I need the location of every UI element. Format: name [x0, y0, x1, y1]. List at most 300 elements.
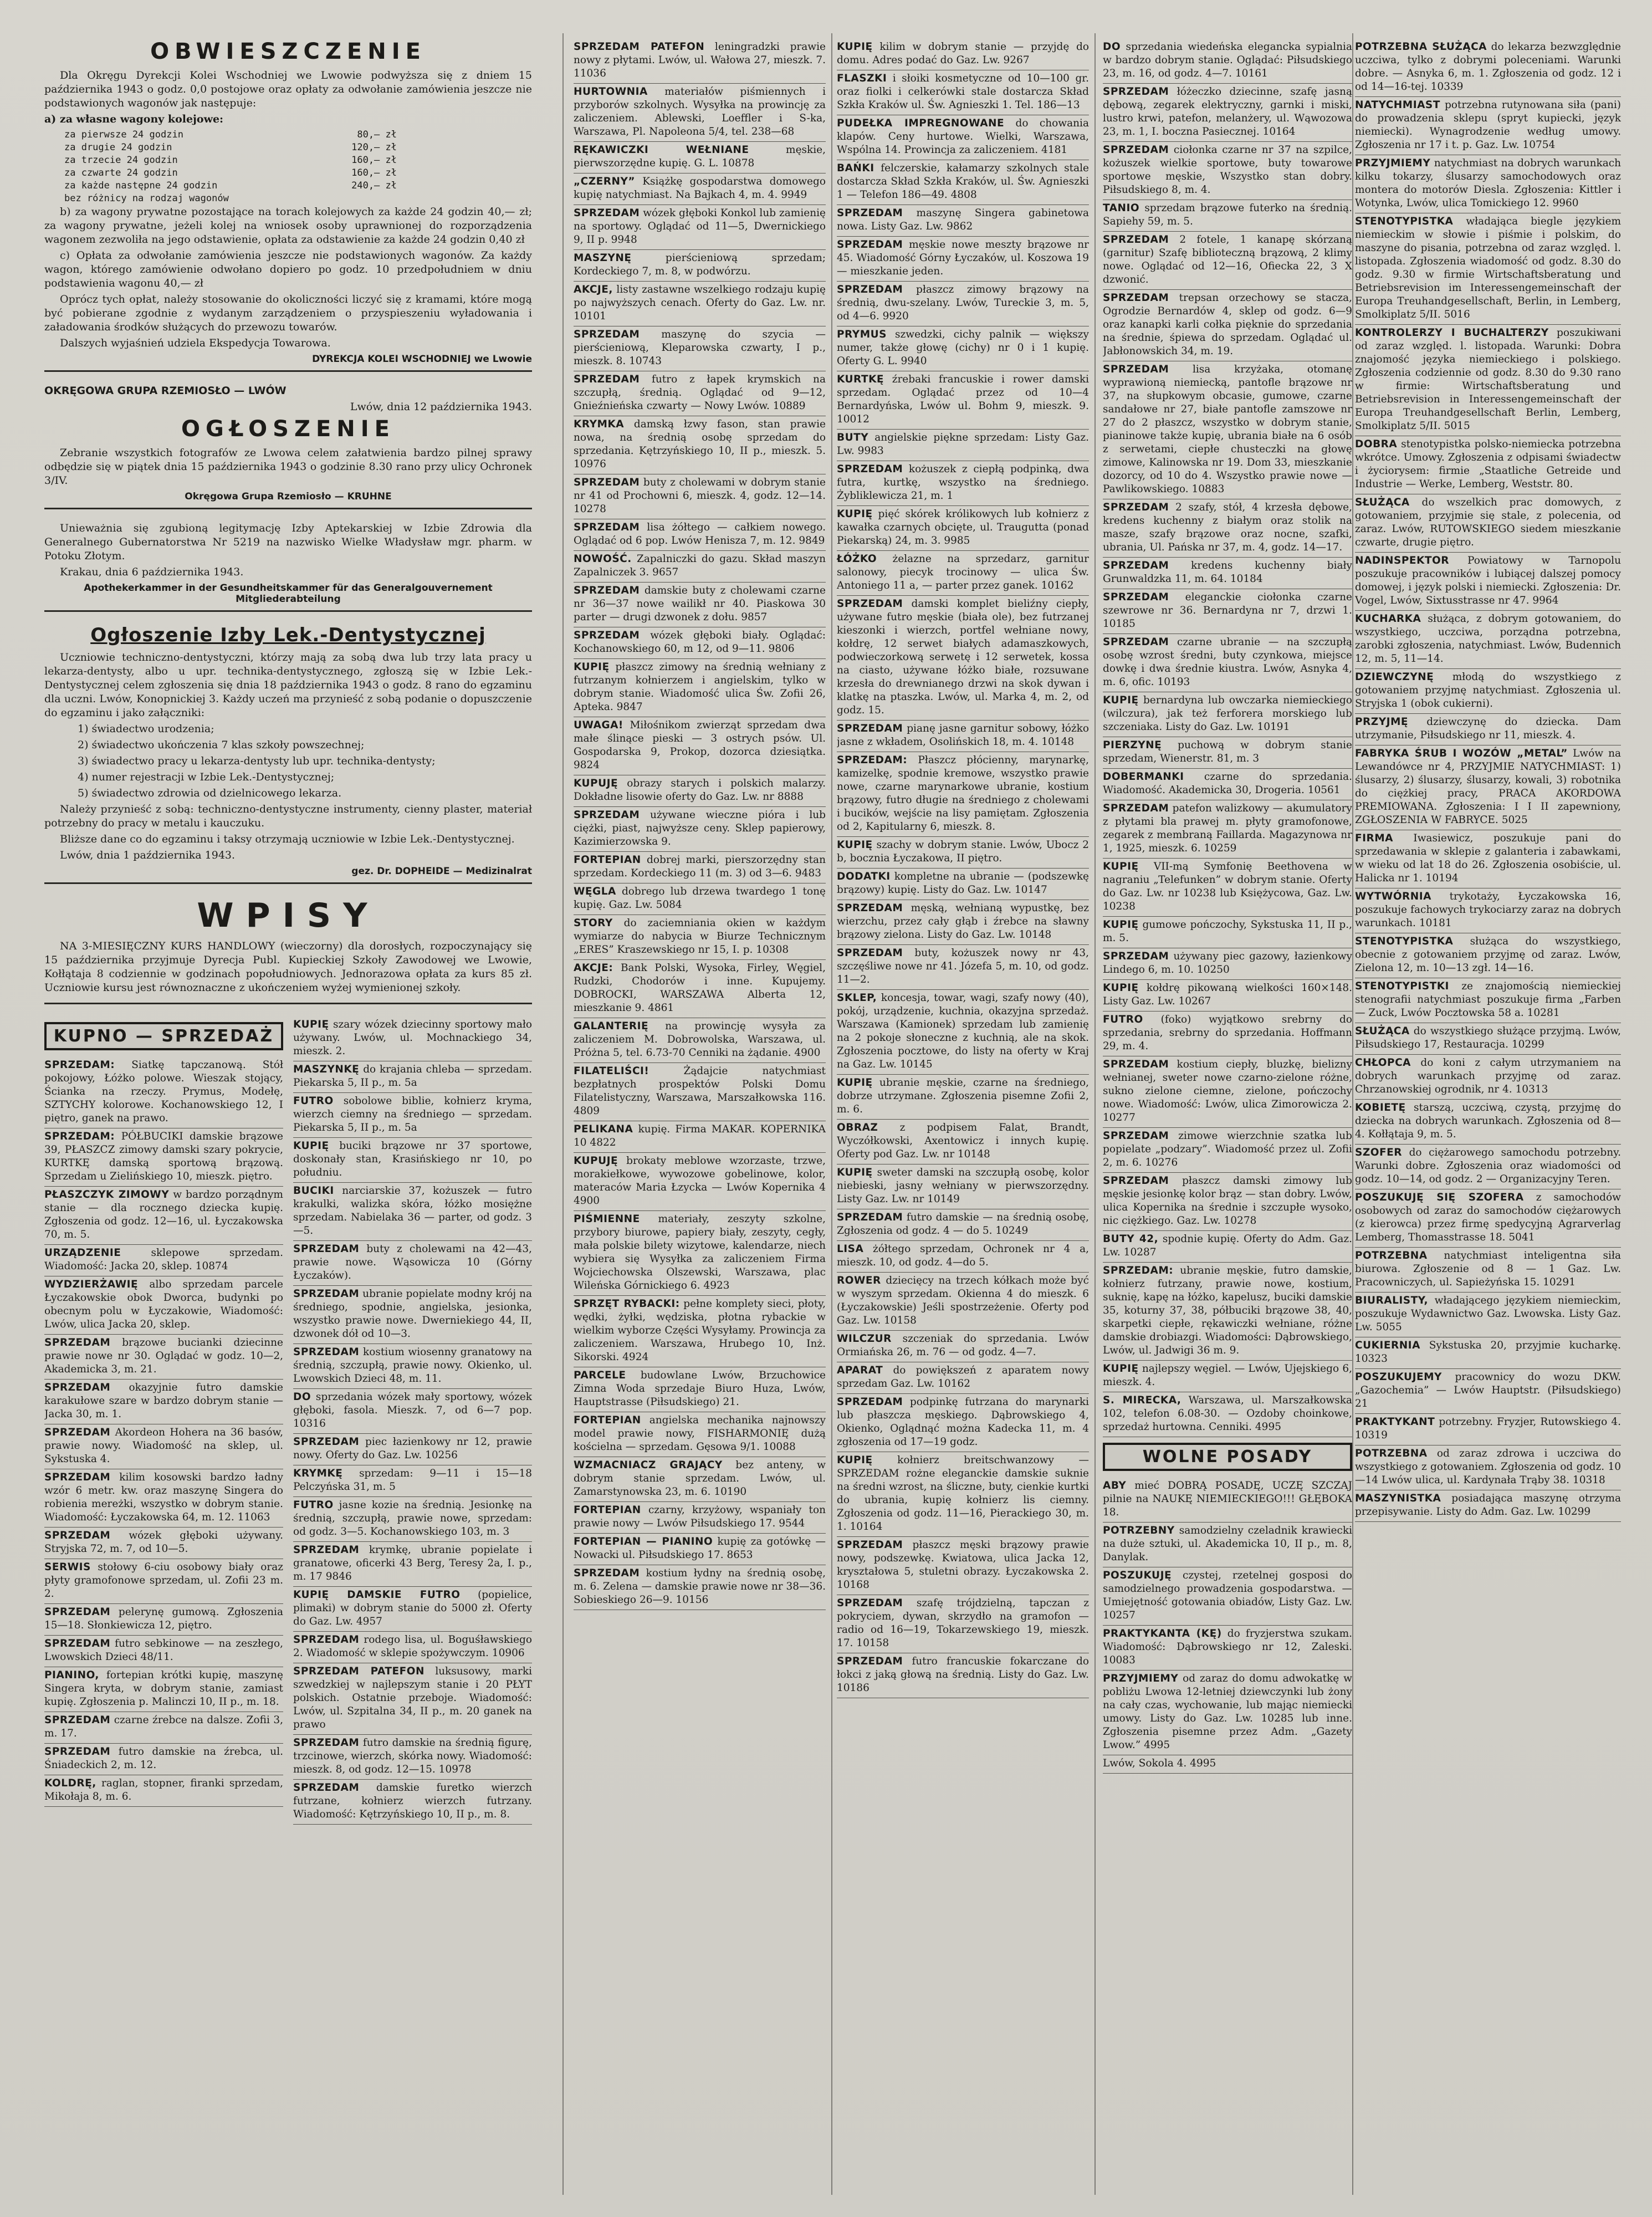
classified-ad	[574, 775, 826, 807]
classified-ad	[1355, 1189, 1621, 1248]
ad-keyword: KOLDRĘ,	[44, 1777, 96, 1789]
ad-keyword: SPRZEDAM	[1103, 364, 1169, 375]
ad-text: patefon walizkowy — akumulatory z płytami bla prawej m. płyty gramofonowe, zegarek z membraną Faillarda. Magazynowa nr 1, 1925, mieszk. 6. 10259	[1103, 803, 1352, 854]
ad-text: luksusowy, marki szwedzkiej w najlepszym stanie i 20 PŁYT polskich. Ostatnie przeboje. Wiadomość: Lwów, ul. Szpitalna 34, II p., m. 20 ganek na prawo	[293, 1666, 532, 1730]
ad-text: do wszelkich prac domowych, z gotowaniem, przyjmie się stale, z polecenia, od zaraz. Lwów, RUTOWSKIEGO siedem mieszkanie czwarte, drugie piętro.	[1355, 497, 1621, 548]
classified-ad	[1103, 737, 1352, 769]
dental-text: Należy przynieść z sobą: techniczno-dentystyczne instrumenty, cienny plaster, materiał potrzebny do pracy w metalu i kauczuku.	[44, 803, 532, 829]
ad-text: sklepowe sprzedam. Wiadomość: Jacka 20, sklep. 10874	[44, 1247, 283, 1272]
ad-text: starszą, uczciwą, czystą, przyjmę do dziecka na dobrych warunkach. Zgłoszenia od 8—4. Kołłątaja 9, m. 5.	[1355, 1102, 1621, 1140]
classified-ad	[837, 70, 1089, 115]
ad-keyword: SPRZEDAM	[837, 598, 903, 610]
fee-label: za trzecie 24 godzin	[64, 155, 178, 166]
classified-ad	[1103, 499, 1352, 558]
classified-ad	[293, 1434, 532, 1465]
classified-ad	[1355, 1337, 1621, 1369]
ad-text: leningradzki prawie nowy z płytami. Lwów, ul. Wałowa 27, mieszk. 7. 11036	[574, 41, 826, 79]
ad-keyword: SPRZEDAM	[837, 207, 903, 219]
requirement-item: 3) świadectwo pracy u lekarza-dentysty lub upr. technika-dentysty;	[78, 755, 436, 767]
ad-text: pierścieniową sprzedam; Kordeckiego 7, m. 8, w podwórzu.	[574, 252, 826, 277]
ad-keyword: PIANINO,	[44, 1669, 99, 1681]
ad-keyword: PRYMUS	[837, 329, 887, 340]
ad-keyword: SPRZEDAM	[1103, 1130, 1169, 1142]
ad-keyword: POTRZEBNY	[1103, 1525, 1175, 1536]
ad-text: brokaty meblowe wzorzaste, trzwe, morakiełkowe, wywozowe gobelinowe, kolor, materaców Maria Łzycka — Lwów Kopernika 4 4900	[574, 1155, 826, 1207]
ad-text: służąca, z dobrym gotowaniem, do wszystkiego, uczciwa, porządna potrzebna, zarobki zgłoszenia, natychmiast. Lwów, Budennich 12, m. 5, 11—14.	[1355, 613, 1621, 665]
ad-text: stołowy 6-ciu osobowy biały oraz płyty gramofonowe sprzedam, ul. Zofii 23 m. 2.	[44, 1561, 283, 1600]
classified-ad	[1355, 830, 1621, 888]
classified-ad	[1355, 933, 1621, 978]
railway-notice	[44, 39, 532, 372]
classified-ad	[837, 461, 1089, 506]
ad-text: władająca biegle językiem niemieckim w słowie i piśmie i polskim, do maszyne do pisania, potrzebna od zaraz względ. l. listopada. Zgłoszenia wiadomość od godz. 8.30 do godz. 9.30 w firmie Wirtschaftsberatung und Betriebsrevision im Interessengemeinschaft der Europa Treuhandgesellschaft, Berlin, in Lemberg, Smolkiplatz 5/II. 5016	[1355, 216, 1621, 320]
ad-keyword: SPRZEDAM	[293, 1634, 360, 1646]
ad-keyword: NATYCHMIAST	[1355, 99, 1440, 111]
ad-text: czystej, rzetelnej gosposi do samodzielnego prowadzenia gospodarstwa. — Umiejętność gotowania obiadów, Listy Gaz. Lw. 10257	[1103, 1570, 1352, 1621]
ad-keyword: SPRZEDAM	[1103, 591, 1169, 603]
classified-ad	[837, 237, 1089, 282]
pharmacy-notice	[44, 522, 532, 612]
ad-keyword: URZĄDZENIE	[44, 1247, 121, 1259]
ad-keyword: PRZYJMIEMY	[1103, 1673, 1179, 1684]
ad-text: lisa krzyżaka, otomanę wyprawioną niemiecką, pantofle brązowe nr 37, na słupkowym obcasie, gumowe, czarne sandałowe nr 27, białe pantofle zamszowe nr 27 do 2 płaszcz, wszystko w dobrym stanie, pianinowe także kupię, ubrania białe na 6 osób z serwetami, ciepłe chusteczki na głowę zimowe, Kalinowska nr 19. Dom 33, mieszkanie dozorcy, od 10 do 4. Wszystko prawie nowe — Pawlikowskiego. 10883	[1103, 364, 1352, 495]
classified-ad	[574, 416, 826, 474]
classified-ad	[1103, 1523, 1352, 1567]
ad-keyword: SPRZEDAM:	[44, 1059, 115, 1071]
ad-keyword: PELIKANA	[574, 1123, 633, 1135]
ad-keyword: SPRZEDAM	[44, 1606, 111, 1618]
classified-ad	[293, 1241, 532, 1286]
classified-list	[837, 39, 1089, 1698]
ad-text: ze znajomością niemieckiej stenografii natychmiast poszukuje firma „Farben — Zuck, Lwów Pocztowska 58 a. 10281	[1355, 980, 1621, 1019]
ad-text: damski komplet bieliźny ciepły, używane futro męskie (biała ole), bez futrzanej kieszonki i wierzch, portfel wełniane nowy, kołdrę, 12 serwet białych adamaszkowych, podwieczorkową serwetę i 12 serwetek, kossa na ciasto, używane łóżko białe, rozsuwane krzesła do drewnianego drzwi na skok dywan i klatkę na ptaszka. Lwów, ul. Marka 4, m. 2, od godz. 15.	[837, 598, 1089, 716]
ad-keyword: SPRZEDAM	[293, 1544, 360, 1556]
ad-text: Lwów na Lewandówce nr 4, PRZYJMIE NATYCHMIAST: 1) ślusarzy, 2) ślusarzy, ślusarzy, kowali, 3) robotnika do ciężkiej pracy, PRACA AKORDOWA PREMIOWANA. Zgłoszenia: I I II zapewniony, ZGŁOSZENIA W FABRYCE. 5025	[1355, 748, 1621, 826]
ad-keyword: SPRZEDAM	[837, 239, 903, 251]
ad-text: sweter damski na szczupłą osobę, kolor niebieski, jasny wełniany w pierwszorzędny. Listy Gaz. Lw. nr 10149	[837, 1167, 1089, 1205]
ad-keyword: KUPIĘ	[293, 1019, 329, 1030]
ad-keyword: AKCJE:	[574, 962, 613, 974]
ad-text: szwedzki, cichy palnik — większy numer, także głowę (cichy) nr 0 i 1 kupię. Oferty G. L. 9940	[837, 329, 1089, 367]
ad-keyword: KUPIĘ	[837, 1454, 873, 1466]
classified-ad	[1355, 1414, 1621, 1445]
ad-keyword: SPRZEDAM	[1103, 1059, 1169, 1070]
classified-ad	[837, 371, 1089, 430]
ad-text: władającego językiem niemieckim, poszukuje Wydawnictwo Gaz. Lwowska. Listy Gaz. Lw. 5055	[1355, 1295, 1621, 1333]
ad-text: angielskie piękne sprzedam: Listy Gaz. Lw. 9983	[837, 432, 1089, 457]
classified-ad	[1103, 39, 1352, 84]
ad-text: buciki brązowe nr 37 sportowe, doskonały stan, Krasińskiego nr 10, po południu.	[293, 1140, 532, 1178]
classified-ad	[574, 852, 826, 883]
ad-keyword: SZOFER	[1355, 1147, 1402, 1158]
classified-ad	[574, 1502, 826, 1534]
ad-text: z podpisem Falat, Brandt, Wyczółkowski, Axentowicz i innych kupię. Oferty pod Gaz. Lw. nr 10148	[837, 1122, 1089, 1160]
classified-ad	[1103, 361, 1352, 499]
ad-keyword: FABRYKA ŚRUB I WOZÓW „METAL”	[1355, 748, 1568, 759]
ad-keyword: SPRZEDAM	[574, 1567, 640, 1579]
ad-keyword: KURTKĘ	[837, 374, 884, 385]
ad-keyword: FORTEPIAN	[574, 854, 641, 866]
ad-keyword: SŁUŻĄCA	[1355, 497, 1410, 508]
ad-keyword: SPRZEDAM	[1103, 803, 1169, 814]
classified-list	[293, 1016, 532, 1825]
ad-text: puchową w dobrym stanie sprzedam, Wienerstr. 81, m. 3	[1103, 739, 1352, 764]
ad-text: sprzedam brązowe futerko na średnią. Sapiehy 59, m. 5.	[1103, 202, 1352, 227]
classified-ad	[1103, 589, 1352, 634]
classified-ad	[293, 1093, 532, 1138]
classified-ad	[1355, 494, 1621, 553]
ad-text: pelerynę gumową. Zgłoszenia 15—18. Słonkiewicza 12, piętro.	[44, 1606, 283, 1631]
dental-text: Bliższe dane co do egzaminu i taksy otrzymają uczniowie w Izbie Lek.-Dentystycznej.	[60, 833, 515, 845]
ad-text: maszynę Singera gabinetowa nowa. Listy Gaz. Lw. 9862	[837, 207, 1089, 232]
ad-text: Akordeon Hohera na 36 basów, prawie nowy. Wiadomość na sklep, ul. Sykstuska 4.	[44, 1427, 284, 1465]
ad-keyword: CHŁOPCA	[1355, 1057, 1411, 1069]
ad-text: Zapalniczki do gazu. Skład maszyn Zapalniczek 3. 9657	[574, 553, 826, 578]
classified-ad	[574, 1211, 826, 1296]
classified-ad	[837, 282, 1089, 326]
ad-text: futro z łapek krymskich na szczupłą, średnią. Oglądać od 9—12, Gnieźnieńska czwarty — Nowy Lwów. 10889	[574, 374, 826, 412]
ad-text: zimowe wierzchnie szatka lub popielate „podzary”. Wiadomość przez ul. Zofii 2, m. 6. 10276	[1103, 1130, 1352, 1168]
notice-paragraph: Dalszych wyjaśnień udziela Ekspedycja Towarowa.	[60, 337, 331, 349]
ad-keyword: PARCELE	[574, 1370, 626, 1381]
ad-text: materiałów piśmiennych i przyborów szkolnych. Wysyłka na prowincję za zaliczeniem. Ablewski, Loeffler i S-ka, Warszawa, Pl. Napoleona 5/4, tel. 238—68	[574, 86, 826, 137]
ad-keyword: SPRZEDAM	[293, 1288, 360, 1300]
classified-ad	[574, 173, 826, 205]
ad-keyword: SPRZEDAM	[1103, 951, 1169, 962]
classified-ad	[293, 1183, 532, 1241]
ad-text: wózek głęboki używany. Stryjska 72, m. 7, od 10—5.	[44, 1530, 283, 1555]
classified-ad	[1355, 213, 1621, 325]
classified-ad	[293, 1061, 532, 1093]
classified-ad	[44, 1128, 283, 1187]
dental-signature: gez. Dr. DOPHEIDE — Medizinalrat	[351, 866, 532, 877]
classified-ad	[293, 1735, 532, 1780]
classified-ad	[574, 659, 826, 717]
classified-ad	[574, 1367, 826, 1412]
ad-text: kostium łydny na średnią osobę, m. 6. Zelena — damskie prawie nowe nr 38—36. Sobieskiego 26—9. 10156	[574, 1567, 826, 1606]
classified-ad	[574, 1565, 826, 1610]
ad-keyword: POTRZEBNA	[1355, 1250, 1428, 1261]
column-announcements	[44, 39, 532, 2195]
ad-text: Miłośnikom zwierząt sprzedam dwa małe ślinące pieski — 3 ostrych psów. Ul. Gospodarska 9, Prokop, dozorca dziesiątka. 9824	[574, 719, 826, 771]
ad-text: wózek głęboki Konkol lub zamienię na sportowy. Oglądać od 11—5, Dwernickiego 9, II p. 9948	[574, 207, 826, 246]
classified-ad	[574, 1296, 826, 1367]
ad-text: budowlane Lwów, Brzuchowice Zimna Woda sprzedaje Biuro Huza, Lwów, Hauptstrasse (Piłsudskiego) 21.	[574, 1370, 826, 1408]
classified-ad	[293, 1344, 532, 1389]
ad-text: futro francuskie fokarczane do łokci z jaką głową na średnią. Listy do Gaz. Lw. 10186	[837, 1656, 1089, 1694]
pharmacy-text: Unieważnia się zgubioną legitymację Izby Aptekarskiej w Izbie Zdrowia dla Generalnego Gubernatorstwa Nr 5219 na nazwisko Wielke Władysław mgr. pharm. w Potoku Złotym.	[44, 522, 532, 562]
ad-text: dziewczynę do dziecka. Dam utrzymanie, Piłsudskiego nr 11, mieszk. 4.	[1355, 716, 1621, 741]
ad-text: kołnierz breitschwanzowy — SPRZEDAM rożne eleganckie damskie suknie na średni wzrost, na śliczne, buty, cienkie kurtki do ubrania, kupię kołnierz lis ciemny. Zgłoszenia od godz. 11—16, Pierackiego 30, m. 1. 10164	[837, 1454, 1089, 1533]
classified-ad	[1103, 634, 1352, 692]
classified-ad	[837, 1075, 1089, 1120]
ad-text: poszukiwani od zaraz względ. l. listopada. Warunki: Dobra znajomość języka niemieckiego i polskiego. Zgłoszenia codziennie od godz. 8.30 do 9.30 rano w firmie: Wirtschaftsberatung und Betriebsrevision in Interessengemeinschaft der Europa Treuhandgesellschaft Berlin, Lemberg, Smolkiplatz 5/II. 5015	[1355, 327, 1621, 432]
column-classifieds-3	[837, 39, 1089, 2195]
ad-keyword: PUDEŁKA IMPREGNOWANE	[837, 118, 1005, 129]
ad-keyword: SPRZEDAM	[1103, 560, 1169, 571]
fee-row	[64, 180, 397, 192]
ad-text: brązowe bucianki dziecinne prawie nowe nr 30. Oglądać w godz. 10—2, Akademicka 3, m. 21.	[44, 1337, 284, 1375]
classified-ad	[44, 1335, 283, 1380]
ad-keyword: SPRZEDAM	[293, 1346, 360, 1358]
requirement-item: 4) numer rejestracji w Izbie Lek.-Dentystycznej;	[78, 771, 335, 783]
classified-ad	[44, 1604, 283, 1636]
ad-text: buty z cholewami w dobrym stanie nr 41 od Prochowni 6, mieszk. 4, godz. 12—14. 10278	[574, 477, 826, 515]
ad-text: używany piec gazowy, łazienkowy Lindego 6, m. 10. 10250	[1103, 951, 1352, 975]
ad-text: Powiatowy w Tarnopolu poszukuje pracowników i lubiącej dalszej pomocy domowej, i język polski i niemiecki. Zgłoszenia: Dr. Vogel, Lwów, Sixtusstrasse nr 47. 9964	[1355, 555, 1621, 606]
ad-keyword: SKLEP,	[837, 992, 877, 1004]
dental-text: Uczniowie techniczno-dentystyczni, którzy mają za sobą dwa lub trzy lata pracy u lekarza-dentysty, albo u upr. technika-dentystycznego, zgłoszą się w Izbie Lek.-Dentystycznej celem zgłoszenia się dnia 18 października 1943 o godz. 8 rano do egzaminu dla uczni. Lwów, Konopnickiej 3. Każdy uczeń ma przynieść z sobą podanie o dopuszczenie do egzaminu i jako załączniki:	[44, 651, 532, 719]
ad-keyword: SPRZEDAM	[574, 477, 640, 488]
wolne-posady-header: WOLNE POSADY	[1103, 1443, 1352, 1471]
ad-keyword: KOBIETĘ	[1355, 1102, 1406, 1113]
classified-ad	[837, 39, 1089, 70]
ad-keyword: MASZYNĘ	[574, 252, 632, 264]
column-classifieds-2	[574, 39, 826, 2195]
ad-keyword: STENOTYPISTKI	[1355, 980, 1449, 992]
ad-keyword: BAŃKI	[837, 162, 874, 174]
ad-keyword: KUPIĘ	[293, 1140, 329, 1152]
ad-text: maszynę do szycia — pierścieniową, Kleparowska czwarty, I p., mieszk. 8. 10743	[574, 329, 826, 367]
classified-ad	[1103, 1392, 1352, 1437]
classified-ad	[1103, 1056, 1352, 1128]
ad-text: najlepszy węgiel. — Lwów, Ujejskiego 6, mieszk. 4.	[1103, 1363, 1352, 1388]
classified-ad	[837, 1209, 1089, 1241]
classified-ad	[574, 84, 826, 142]
ad-text: listy zastawne wszelkiego rodzaju kupię po najwyższych cenach. Oferty do Gaz. Lw. nr. 10101	[574, 284, 826, 322]
ad-keyword: „CZERNY”	[574, 176, 636, 187]
ad-keyword: STORY	[574, 917, 613, 929]
ad-text: do chowania klapów. Ceny hurtowe. Wielki, Warszawa, Wspólna 14. Prowincja za zaliczeniem. 4181	[837, 118, 1089, 156]
ad-text: spodnie kupię. Oferty do Adm. Gaz. Lw. 10287	[1103, 1233, 1352, 1258]
ad-keyword: TANIO	[1103, 202, 1140, 214]
ad-keyword: SPRZEDAM	[574, 809, 640, 821]
ad-keyword: FUTRO	[1103, 1014, 1143, 1025]
classified-ad	[574, 1018, 826, 1063]
fee-row	[64, 192, 397, 205]
notice-signature: DYREKCJA KOLEI WSCHODNIEJ we Lwowie	[312, 354, 532, 365]
classified-ad	[44, 1636, 283, 1667]
classified-ad	[293, 1542, 532, 1587]
classified-ad	[837, 160, 1089, 205]
classified-ad	[44, 1775, 283, 1807]
ad-keyword: SPRZĘT RYBACKI:	[574, 1298, 680, 1310]
notice-subheading: a) za własne wagony kolejowe:	[44, 113, 224, 125]
ad-text: ubranie męskie, futro damskie, kołnierz futrzany, prawie nowe, kostium, suknię, kapę na łóżko, kapelusz, buciki damskie 35, koturny 37, 38, półbuciki brązowe 38, 40, skarpetki ciepłe, rękawiczki wełniane, różne damskie drobiazgi. Wiadomości: Dąbrowskiego, Lwów, ul. Jadwigi 36 m. 9.	[1103, 1265, 1352, 1356]
column-classifieds-4	[1103, 39, 1352, 2195]
classified-ad	[44, 1559, 283, 1604]
classified-ad	[1355, 888, 1621, 933]
ad-text: okazyjnie futro damskie karakułowe szare w bardzo dobrym stanie — Jacka 30, m. 1.	[44, 1382, 284, 1420]
classified-ad	[44, 1276, 283, 1335]
ad-text: płaszcz damski zimowy lub męskie jesionkę kolor brąz — stan dobry. Lwów, ulica Kopernika na średnie i szczupłe wysoko, nic ciężkiego. Gaz. Lw. 10278	[1103, 1175, 1352, 1227]
ad-keyword: UWAGA!	[574, 719, 623, 731]
ad-keyword: NADINSPEKTOR	[1355, 555, 1449, 566]
ad-text: obrazy starych i polskich malarzy. Dokładne lisowie oferty do Gaz. Lw. nr 8888	[574, 778, 826, 803]
ad-text: Bank Polski, Wysoka, Firley, Węgiel, Rudzki, Chodorów i inne. Kupujemy. DOBROCKI, WARSZAWA Alberta 12, mieszkanie 9. 4861	[574, 962, 826, 1014]
ad-keyword: WYDZIERŻAWIĘ	[44, 1279, 139, 1290]
classified-ad	[837, 1273, 1089, 1331]
ad-text: w bardzo porządnym stanie — dla rocznego dziecka kupię. Zgłoszenia od godz. 12—16, ul. Łyczakowska 70, m. 5.	[44, 1189, 283, 1240]
ad-text: z samochodów osobowych od zaraz do samochodów ciężarowych (z kierowca) przez firmę spedycyjną Agrarverlag Lemberg, Thomasstrasse 18. 5041	[1355, 1192, 1621, 1243]
classified-ad	[1103, 1263, 1352, 1361]
notice-paragraph: Dla Okręgu Dyrekcji Kolei Wschodniej we Lwowie podwyższa się z dniem 15 października 1943 o godz. 0,0 postojowe oraz opłaty za odwołanie zamówienia jeszcze nie podstawionych wagonów jak następuje:	[44, 69, 532, 109]
ad-text: do zaciemniania okien w każdym wymiarze do nabycia w Biurze Technicznym „ERES” Kraszewskiego nr 15, I. p. 10308	[574, 917, 826, 956]
ad-text: kilim w dobrym stanie — przyjdę do domu. Adres podać do Gaz. Lw. 9267	[837, 41, 1089, 66]
classified-ad	[837, 205, 1089, 237]
ad-keyword: SERWIS	[44, 1561, 91, 1573]
ad-text: czarny, krzyżowy, wspaniały ton prawie nowy — Lwów Piłsudskiego 17. 9544	[574, 1504, 826, 1529]
ad-keyword: SPRZEDAM	[837, 463, 903, 475]
ad-text: koncesja, towar, wagi, szafy nowy (40), pokój, urządzenie, kuchnia, okazyjna sprzedaż. Warszawa (Kamionek) sprzedam lub zamienię na 2 pokoje słoneczne z kuchnią, ale na skok. Zgłoszenia pocztowe, do listy na oferty w Kraj na Gaz. Lw. 10145	[837, 992, 1089, 1070]
ad-text: futro damskie na średnią figurę, trzcinowe, wierzch, skórka nowy. Wiadomość: mieszk. 8, od godz. 12—15. 10978	[293, 1737, 532, 1775]
classified-ad	[574, 883, 826, 915]
ad-keyword: SPRZEDAM	[574, 374, 640, 385]
classified-ad	[574, 250, 826, 282]
ad-text: szczeniak do sprzedania. Lwów Ormiańska 26, m. 76 — od godz. 4—7.	[837, 1333, 1089, 1358]
ad-text: Żądajcie natychmiast bezpłatnych prospektów Polski Domu Filatelistyczny, Warszawa, Marszałkowska 116. 4809	[574, 1065, 826, 1117]
ad-text: ubranie męskie, czarne na średniego, dobrze utrzymane. Zgłoszenia pisemne Zofii 2, m. 6.	[837, 1077, 1089, 1115]
ad-keyword: SPRZEDAM	[837, 947, 903, 959]
ad-keyword: SPRZEDAM	[293, 1782, 360, 1794]
ad-keyword: FORTEPIAN	[574, 1504, 641, 1516]
ad-keyword: MASZYNKĘ	[293, 1064, 360, 1075]
classified-ad	[1103, 142, 1352, 200]
column-job-offers	[1355, 39, 1621, 2195]
classifieds-two-columns	[44, 1016, 532, 1825]
ad-text: Siatkę tapczanową. Stół pokojowy, Łóżko polowe. Wieszak stojący, Ścianka na rzeczy. Prymus, Modełę, SZTYCHY kolorowe. Kochanowskiego 12, I piętro, ganek na prawo.	[44, 1059, 283, 1124]
classified-ad	[574, 519, 826, 551]
classified-ad	[1355, 978, 1621, 1023]
ad-keyword: SPRZEDAM	[837, 1396, 903, 1408]
ad-keyword: KUPIĘ	[837, 41, 873, 53]
ad-text: do lekarza bezwzględnie uczciwa, tylko z dobrymi poleceniami. Warunki dobre. — Asnyka 6, m. 1. Zgłoszenia od godz. 12 i od 14—16-tej. 10339	[1355, 41, 1621, 93]
ad-text: kupię. Firma MAKAR. KOPERNIKA 10 4822	[574, 1123, 826, 1148]
ad-keyword: S. MIRECKA,	[1103, 1394, 1182, 1406]
classified-ad	[574, 282, 826, 326]
ad-keyword: FILATELIŚCI!	[574, 1065, 649, 1077]
classified-ad	[574, 1412, 826, 1457]
ad-keyword: SPRZEDAM	[574, 630, 640, 641]
notice-title: OBWIESZCZENIE	[150, 39, 426, 64]
ad-text: stenotypistka polsko-niemiecka potrzebna wkrótce. Umowy. Zgłoszenia z odpisami świadectw i życiorysem: firmie „Staatliche Getreide und Industrie — Werke, Lemberg, Weststr. 80.	[1355, 438, 1621, 490]
fee-amount: 160,— zł	[351, 155, 397, 166]
classified-ad	[574, 39, 826, 84]
classified-ad	[44, 1469, 283, 1528]
ad-text: żółtego sprzedam, Ochronek nr 4 a, mieszk. 10, od godz. 4—do 5.	[837, 1243, 1089, 1268]
ad-keyword: SPRZEDAM PATEFON	[293, 1666, 424, 1677]
ad-text: raglan, stopner, firanki sprzedam, Mikołaja 8, m. 6.	[44, 1777, 283, 1802]
ad-text: bez anteny, w dobrym stanie sprzedam. Lwów, ul. Zamarstynowska 23, m. 6. 10190	[574, 1459, 826, 1498]
ad-keyword: WILCZUR	[837, 1333, 892, 1345]
ad-text: narciarskie 37, kożuszek — futro krakulki, walizka skóra, łóżko mosiężne sprzedam. Nabielaka 36 — parter, od godz. 3—5.	[293, 1185, 532, 1237]
fee-label: bez różnicy na rodzaj wagonów	[64, 193, 229, 204]
ad-text: sprzedam: 9—11 i 15—18 Pelczyńska 31, m. 5	[293, 1468, 532, 1493]
ad-text: dobrego lub drzewa twardego 1 tonę kupię. Gaz. Lw. 5084	[574, 886, 826, 911]
classified-ad	[44, 1667, 283, 1712]
classified-ad	[1103, 1478, 1352, 1523]
ad-text: od zaraz zdrowa i uczciwa do wszystkiego z gotowaniem. Zgłoszenia od godz. 10—14 Lwów ulica, ul. Kardynała Trąby 38. 10318	[1355, 1448, 1621, 1486]
classified-ad	[837, 430, 1089, 461]
classified-ad	[1355, 1145, 1621, 1189]
classified-ad	[1103, 692, 1352, 737]
ad-keyword: SPRZEDAM	[574, 585, 640, 596]
classified-ad	[574, 1153, 826, 1211]
classified-ad	[837, 721, 1089, 752]
classified-ad	[574, 326, 826, 371]
ad-keyword: POTRZEBNA SŁUŻĄCA	[1355, 41, 1487, 53]
ad-text: kostium wiosenny granatowy na średnią, szczupłą, prawie nowy. Okienko, ul. Lwowskich Dzieci 48, m. 11.	[293, 1346, 532, 1385]
column-divider	[1094, 33, 1096, 2195]
classified-ad	[1103, 800, 1352, 859]
ad-text: PÓŁBUCIKI damskie brązowe 39, PŁASZCZ zimowy damski szary pokrycie, KURTKĘ damską sportową brązową. Sprzedam u Zielińskiego 10, mieszk. piętro.	[44, 1131, 283, 1182]
classified-ad	[293, 1632, 532, 1663]
ogloszenie-title: OGŁOSZENIE	[181, 416, 395, 442]
ad-text: żelazne na sprzedarz, garnitur salonowy, piecyk trocinowy — ulica Św. Antoniego 11 a, — parter przez ganek. 10162	[837, 553, 1089, 591]
fee-list	[44, 129, 532, 205]
ad-keyword: SPRZEDAM	[1103, 234, 1169, 246]
classified-ad	[574, 1121, 826, 1153]
classified-ad	[1103, 859, 1352, 917]
classified-ad	[837, 945, 1089, 990]
ad-text: (foko) wyjątkowo srebrny do sprzedania, srebrny do sprzedania. Hoffmann 29, m. 4.	[1103, 1014, 1352, 1052]
ad-keyword: FIRMA	[1355, 832, 1393, 844]
ad-text: damskie furetko wierzch futrzane, kołnierz wierzch futrzany. Wiadomość: Kętrzyńskiego 10, II p., m. 8.	[293, 1782, 532, 1820]
ad-keyword: ABY	[1103, 1480, 1127, 1491]
ad-keyword: STENOTYPISTKA	[1355, 936, 1454, 947]
ad-keyword: OBRAZ	[837, 1122, 878, 1133]
ad-keyword: SPRZEDAM	[1103, 636, 1169, 648]
pharmacy-date: Krakau, dnia 6 października 1943.	[60, 566, 244, 578]
classified-ad	[837, 1362, 1089, 1394]
ad-keyword: CUKIERNIA	[1355, 1340, 1420, 1351]
classified-ad	[1355, 611, 1621, 669]
classified-list	[1103, 39, 1352, 1774]
ad-text: buty, kożuszek nowy nr 43, szczęśliwe nowe nr 41. Józefa 5, m. 10, od godz. 11—2.	[837, 947, 1089, 985]
classified-ad	[293, 1016, 532, 1061]
ad-keyword: FORTEPIAN	[574, 1414, 641, 1426]
ad-keyword: KUPIĘ	[1103, 861, 1139, 872]
classified-ad	[837, 326, 1089, 371]
ad-keyword: DOBERMANKI	[1103, 771, 1184, 783]
ad-text: Płaszcz płócienny, marynarkę, kamizelkę, spodnie kremowe, wszystko prawie nowe, czarne marynarkowe ubranie, kostium brązowy, futro długie na średniego z cholewami i bucików, wejście na lisy pamiętam. Zgłoszenia od 2, Kapitularny 6, mieszk. 8.	[837, 754, 1089, 832]
ad-text: Iwasiewicz, poszukuje pani do sprzedawania w sklepie z galanteria i zabawkami, w wieku od lat 18 do 26. Zgłoszenia osobiście, ul. Halicka nr 1. 10194	[1355, 832, 1621, 884]
ad-keyword: FUTRO	[293, 1095, 334, 1107]
ad-keyword: BUCIKI	[293, 1185, 334, 1197]
ad-keyword: PRZYJMIEMY	[1355, 157, 1431, 169]
ad-text: płaszcz męski brązowy prawie nowy, podszewkę. Kwiatowa, ulica Jacka 12, kryształowa 5, stuletni obrazy. Łyczakowska 2. 10168	[837, 1539, 1089, 1591]
wpisy-text: NA 3-MIESIĘCZNY KURS HANDLOWY (wieczorny) dla dorosłych, rozpoczynający się 15 października przyjmuje Dyrecja Publ. Kupieckiej Szkoły Zawodowej we Lwowie, Kołłątaja 8 codziennie w godzinach popołudniowych. Jednorazowa opłata za kurs 85 zł. Uczniowie kursu jest równoznaczne z ukończeniem wyżej wymienionej szkoły.	[44, 940, 532, 994]
ad-text: buty z cholewami na 42—43, prawie nowe. Wąsowicza 10 (Górny Łyczaków).	[293, 1243, 532, 1281]
ad-text: natychmiast inteligentna siła biurowa. Zgłoszenie od 8 — 1 Gaz. Lw. Pracowniczych, ul. Sapieżyńska 15. 10291	[1355, 1250, 1621, 1288]
classified-ad	[1355, 97, 1621, 155]
fee-label: za pierwsze 24 godzin	[64, 129, 183, 140]
ad-text: do fryzjerstwa szukam. Wiadomość: Dąbrowskiego nr 12, Zaleski. 10083	[1103, 1628, 1352, 1666]
classified-ad	[574, 551, 826, 583]
ad-keyword: PŁASZCZYK ZIMOWY	[44, 1189, 170, 1201]
fee-row	[64, 167, 397, 180]
ad-text: podpinkę futrzana do marynarki lub płaszcza męskiego. Dąbrowskiego 4, Okienko, Oglądnąć można Kadecka 11, m. 4 zgłoszenia od 17—19 godz.	[837, 1396, 1089, 1448]
classified-ad	[1355, 553, 1621, 611]
ad-keyword: KUPIĘ	[1103, 1363, 1139, 1375]
ad-keyword: NOWOŚĆ.	[574, 553, 632, 565]
fee-amount: 160,— zł	[351, 167, 397, 178]
classified-ad	[837, 837, 1089, 869]
ad-text: kilim kosowski bardzo ładny wzór 6 metr. kw. oraz maszynę Singera do robienia mereżki, wszystko w dobrym stanie. Wiadomość: Łyczakowska 64, m. 12. 11063	[44, 1472, 283, 1523]
ad-keyword: KONTROLERZY I BUCHALTERZY	[1355, 327, 1549, 339]
ad-text: męskie, pierwszorzędne kupię. G. L. 10878	[574, 144, 826, 169]
classified-ad	[837, 1537, 1089, 1595]
